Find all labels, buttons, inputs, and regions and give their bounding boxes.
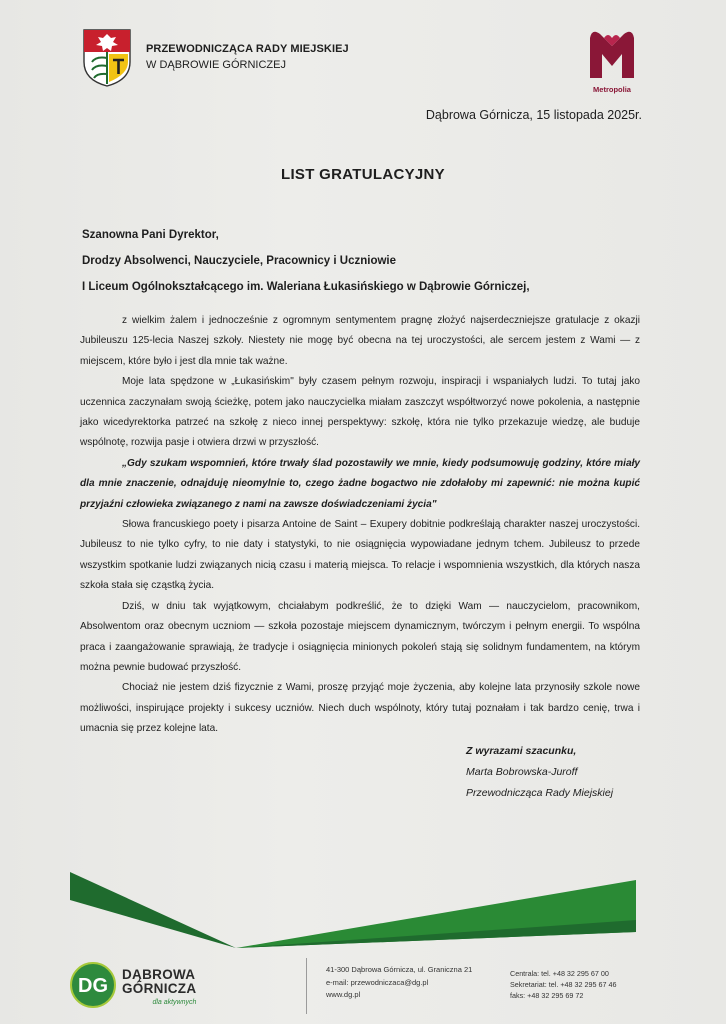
- body-paragraph: Moje lata spędzone w „Łukasińskim" były czasem pełnym rozwoju, inspiracji i wspaniałych ludzi. To tutaj jako uczennica zaczynałam swoją ścieżkę, potem jako nauczycielka miałam zaszczyt współtworzyć nowe pokolenia, a następnie jako wicedyrektorka patrzeć na szkołę z nieco innej perspektywy: szkołę, która nie tylko przekazuje wiedzę, ale buduje wspólnotę, rozwija pasje i otwiera drzwi w przyszłość.: [80, 376, 640, 449]
- brand-name-line1: DĄBROWA: [122, 967, 196, 982]
- body-paragraph: Chociaż nie jestem dziś fizycznie z Wami, proszę przyjąć moje życzenia, aby kolejne lata przynosiły szkole nowe możliwości, inspirujące projekty i sukcesy uczniów. Niech duch wspólnoty, który tutaj poznałam i tak bardzo cenię, trwa i umacnia się przez kolejne lata.: [80, 682, 640, 735]
- metropolia-logo: [586, 26, 638, 96]
- salutation-line: Drodzy Absolwenci, Nauczyciele, Pracownicy i Uczniowie: [82, 255, 397, 267]
- letter-date: Dąbrowa Górnicza, 15 listopada 2025r.: [425, 108, 642, 122]
- fax-number: faks: +48 32 295 69 72: [510, 991, 584, 1000]
- signature-block: [466, 741, 613, 804]
- phone-sekretariat: Sekretariat: tel. +48 32 295 67 46: [510, 980, 617, 989]
- phone-centrala: Centrala: tel. +48 32 295 67 00: [510, 969, 609, 978]
- council-header: [146, 41, 349, 73]
- footer-divider: [306, 958, 307, 1014]
- email-line: e-mail: przewodniczaca@dg.pl: [326, 977, 429, 987]
- salutation-line: I Liceum Ogólnokształcącego im. Waleriana Łukasińskiego w Dąbrowie Górniczej,: [82, 281, 530, 293]
- quote-paragraph: „Gdy szukam wspomnień, które trwały ślad pozostawiły we mnie, kiedy podsumowuję godziny, które miały dla mnie znaczenie, odnajduję nieomylnie to, czego żadne bogactwo nie zdołałoby mi zapewnić: nie można kupić przyjaźni człowieka związanego z nami na zawsze doświadczeniami życia": [80, 457, 640, 510]
- salutation-line: Szanowna Pani Dyrektor,: [82, 229, 219, 241]
- website-link[interactable]: www.dg.pl: [326, 990, 361, 999]
- signature-closing: Z wyrazami szacunku,: [466, 745, 577, 757]
- body-paragraph: Dziś, w dniu tak wyjątkowym, chciałabym podkreślić, że to dzięki Wam — nauczycielom, pracownikom, Absolwentom oraz obecnym uczniom — szkoła pozostaje miejscem dynamicznym, twórczym i pełnym energii. To wspólna praca i zaangażowanie sprawiają, że tradycje i osiągnięcia minionych pokoleń stają się solidnym fundamentem, na którym można pewnie budować przyszłość.: [80, 600, 640, 673]
- council-title-line1: PRZEWODNICZĄCA RADY MIEJSKIEJ: [146, 43, 349, 55]
- brand-name-line2: GÓRNICZA: [122, 981, 197, 996]
- svg-text:DG: DG: [78, 975, 108, 997]
- metropolia-label: Metropolia: [593, 85, 631, 94]
- footer-address: [326, 964, 472, 1002]
- body-paragraph: Słowa francuskiego poety i pisarza Antoine de Saint – Exupery dobitnie podkreślają charakter naszej uroczystości. Jubileusz to nie tylko cyfry, to nie daty i statystyki, to nie osiągnięcia wypowiadane jednym tchem. Jubileusz to przede wszystkim spotkanie ludzi związanych nicią czasu i materią miejsca. To relacje i wspomnienia wszystkich, dla których nasza szkoła stała się cząstką życia.: [80, 519, 640, 592]
- letter-body: [80, 311, 640, 740]
- salutation: [82, 222, 530, 300]
- city-crest-icon: [82, 28, 132, 88]
- footer-brand: [122, 968, 196, 1010]
- dabrowa-gornicza-logo-icon: [70, 962, 116, 1008]
- council-title-line2: W DĄBROWIE GÓRNICZEJ: [146, 59, 286, 71]
- green-wedge-decoration: [0, 860, 726, 960]
- body-paragraph: z wielkim żalem i jednocześnie z ogromnym sentymentem pragnę złożyć najserdeczniejsze gratulacje z okazji Jubileuszu 125-lecia Naszej szkoły. Niestety nie mogę być obecna na tej uroczystości, ale sercem jestem z Wami — z miejscem, które było i jest dla mnie tak ważne.: [80, 315, 640, 367]
- metropolia-heart-icon: [586, 26, 638, 82]
- signature-role: Przewodnicząca Rady Miejskiej: [466, 787, 614, 799]
- footer-phones: [510, 968, 617, 1001]
- letter-title: LIST GRATULACYJNY: [281, 166, 445, 183]
- address-line: 41-300 Dąbrowa Górnicza, ul. Graniczna 21: [326, 965, 473, 974]
- brand-tagline: dla aktywnych: [152, 999, 197, 1006]
- signature-name: Marta Bobrowska-Juroff: [466, 766, 578, 778]
